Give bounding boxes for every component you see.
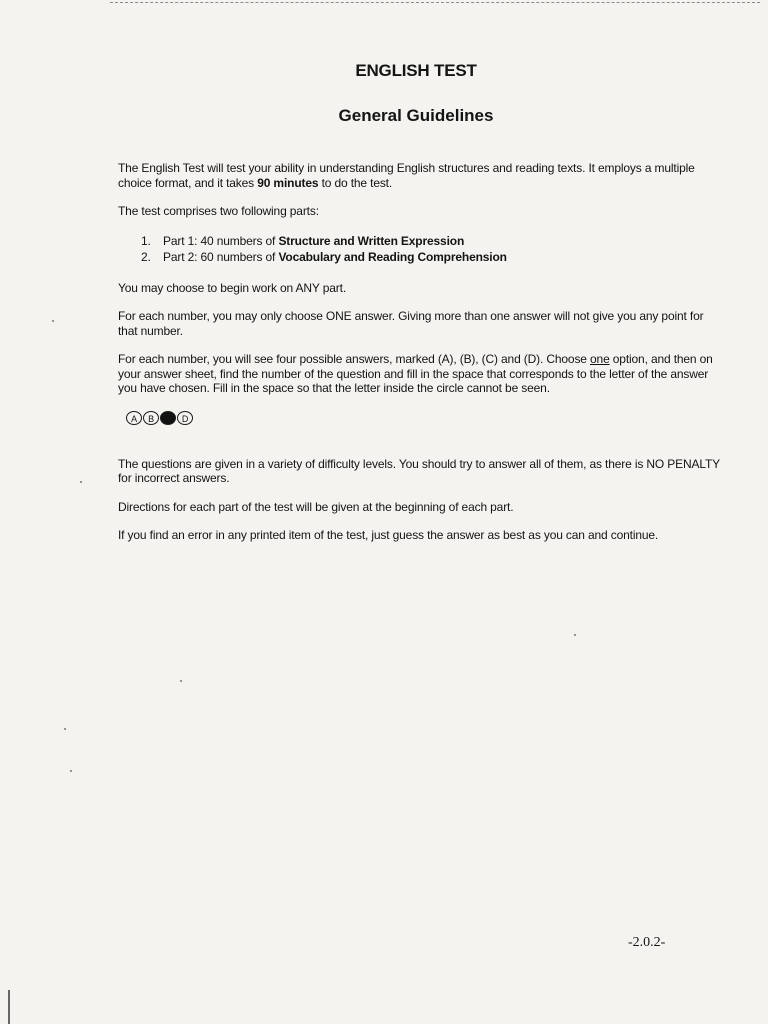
intro-paragraph: The English Test will test your ability in understanding English structures and reading texts. It employs a multiple choice format, and it takes 90 minutes to do the test. bbox=[118, 161, 695, 190]
page-number: -2.0.2- bbox=[628, 935, 666, 950]
duration-text: 90 minutes bbox=[257, 175, 319, 190]
one-answer-paragraph: For each number, you may only choose ONE answer. Giving more than one answer will not give you any point for that number. bbox=[118, 309, 704, 338]
page-subtitle: General Guidelines bbox=[338, 106, 494, 125]
scan-speck bbox=[180, 680, 182, 682]
answer-circle-c-filled bbox=[160, 411, 176, 425]
directions-paragraph: Directions for each part of the test will be given at the beginning of each part. bbox=[118, 499, 514, 514]
answer-example bbox=[126, 410, 723, 426]
scan-speck bbox=[80, 481, 82, 483]
four-answers-paragraph: For each number, you will see four possible answers, marked (A), (B), (C) and (D). Choose one option, and then on your answer sheet, find the number of the question and fill in the space that corresponds to the letter of the answer you have chosen. Fill in the space so that the letter inside the circle cannot be seen. bbox=[118, 352, 713, 395]
list-item: 2. Part 2: 60 numbers of Vocabulary and Reading Comprehension bbox=[141, 249, 507, 264]
scan-speck bbox=[64, 728, 66, 730]
answer-circle-b: B bbox=[143, 411, 159, 425]
parts-list bbox=[118, 233, 723, 265]
list-item: 1. Part 1: 40 numbers of Structure and Written Expression bbox=[141, 233, 465, 248]
part-name: Structure and Written Expression bbox=[278, 233, 465, 248]
answer-circle-a: A bbox=[126, 411, 142, 425]
guidelines-body bbox=[118, 161, 723, 557]
any-part-paragraph: You may choose to begin work on ANY part. bbox=[118, 280, 346, 295]
error-paragraph: If you find an error in any printed item of the test, just guess the answer as best as you can and continue. bbox=[118, 528, 659, 542]
scan-speck bbox=[70, 770, 72, 772]
underlined-one: one bbox=[590, 352, 610, 366]
scan-edge-left bbox=[8, 990, 10, 1024]
scan-edge-top bbox=[110, 2, 760, 3]
answer-circle-d: D bbox=[177, 411, 193, 425]
part-name: Vocabulary and Reading Comprehension bbox=[278, 249, 507, 264]
difficulty-paragraph: The questions are given in a variety of difficulty levels. You should try to answer all of them, as there is NO PENALTY for incorrect answers. bbox=[118, 456, 720, 485]
page-title: ENGLISH TEST bbox=[355, 61, 477, 80]
comprises-paragraph: The test comprises two following parts: bbox=[118, 204, 319, 218]
scan-speck bbox=[52, 320, 54, 322]
scan-speck bbox=[574, 634, 576, 636]
